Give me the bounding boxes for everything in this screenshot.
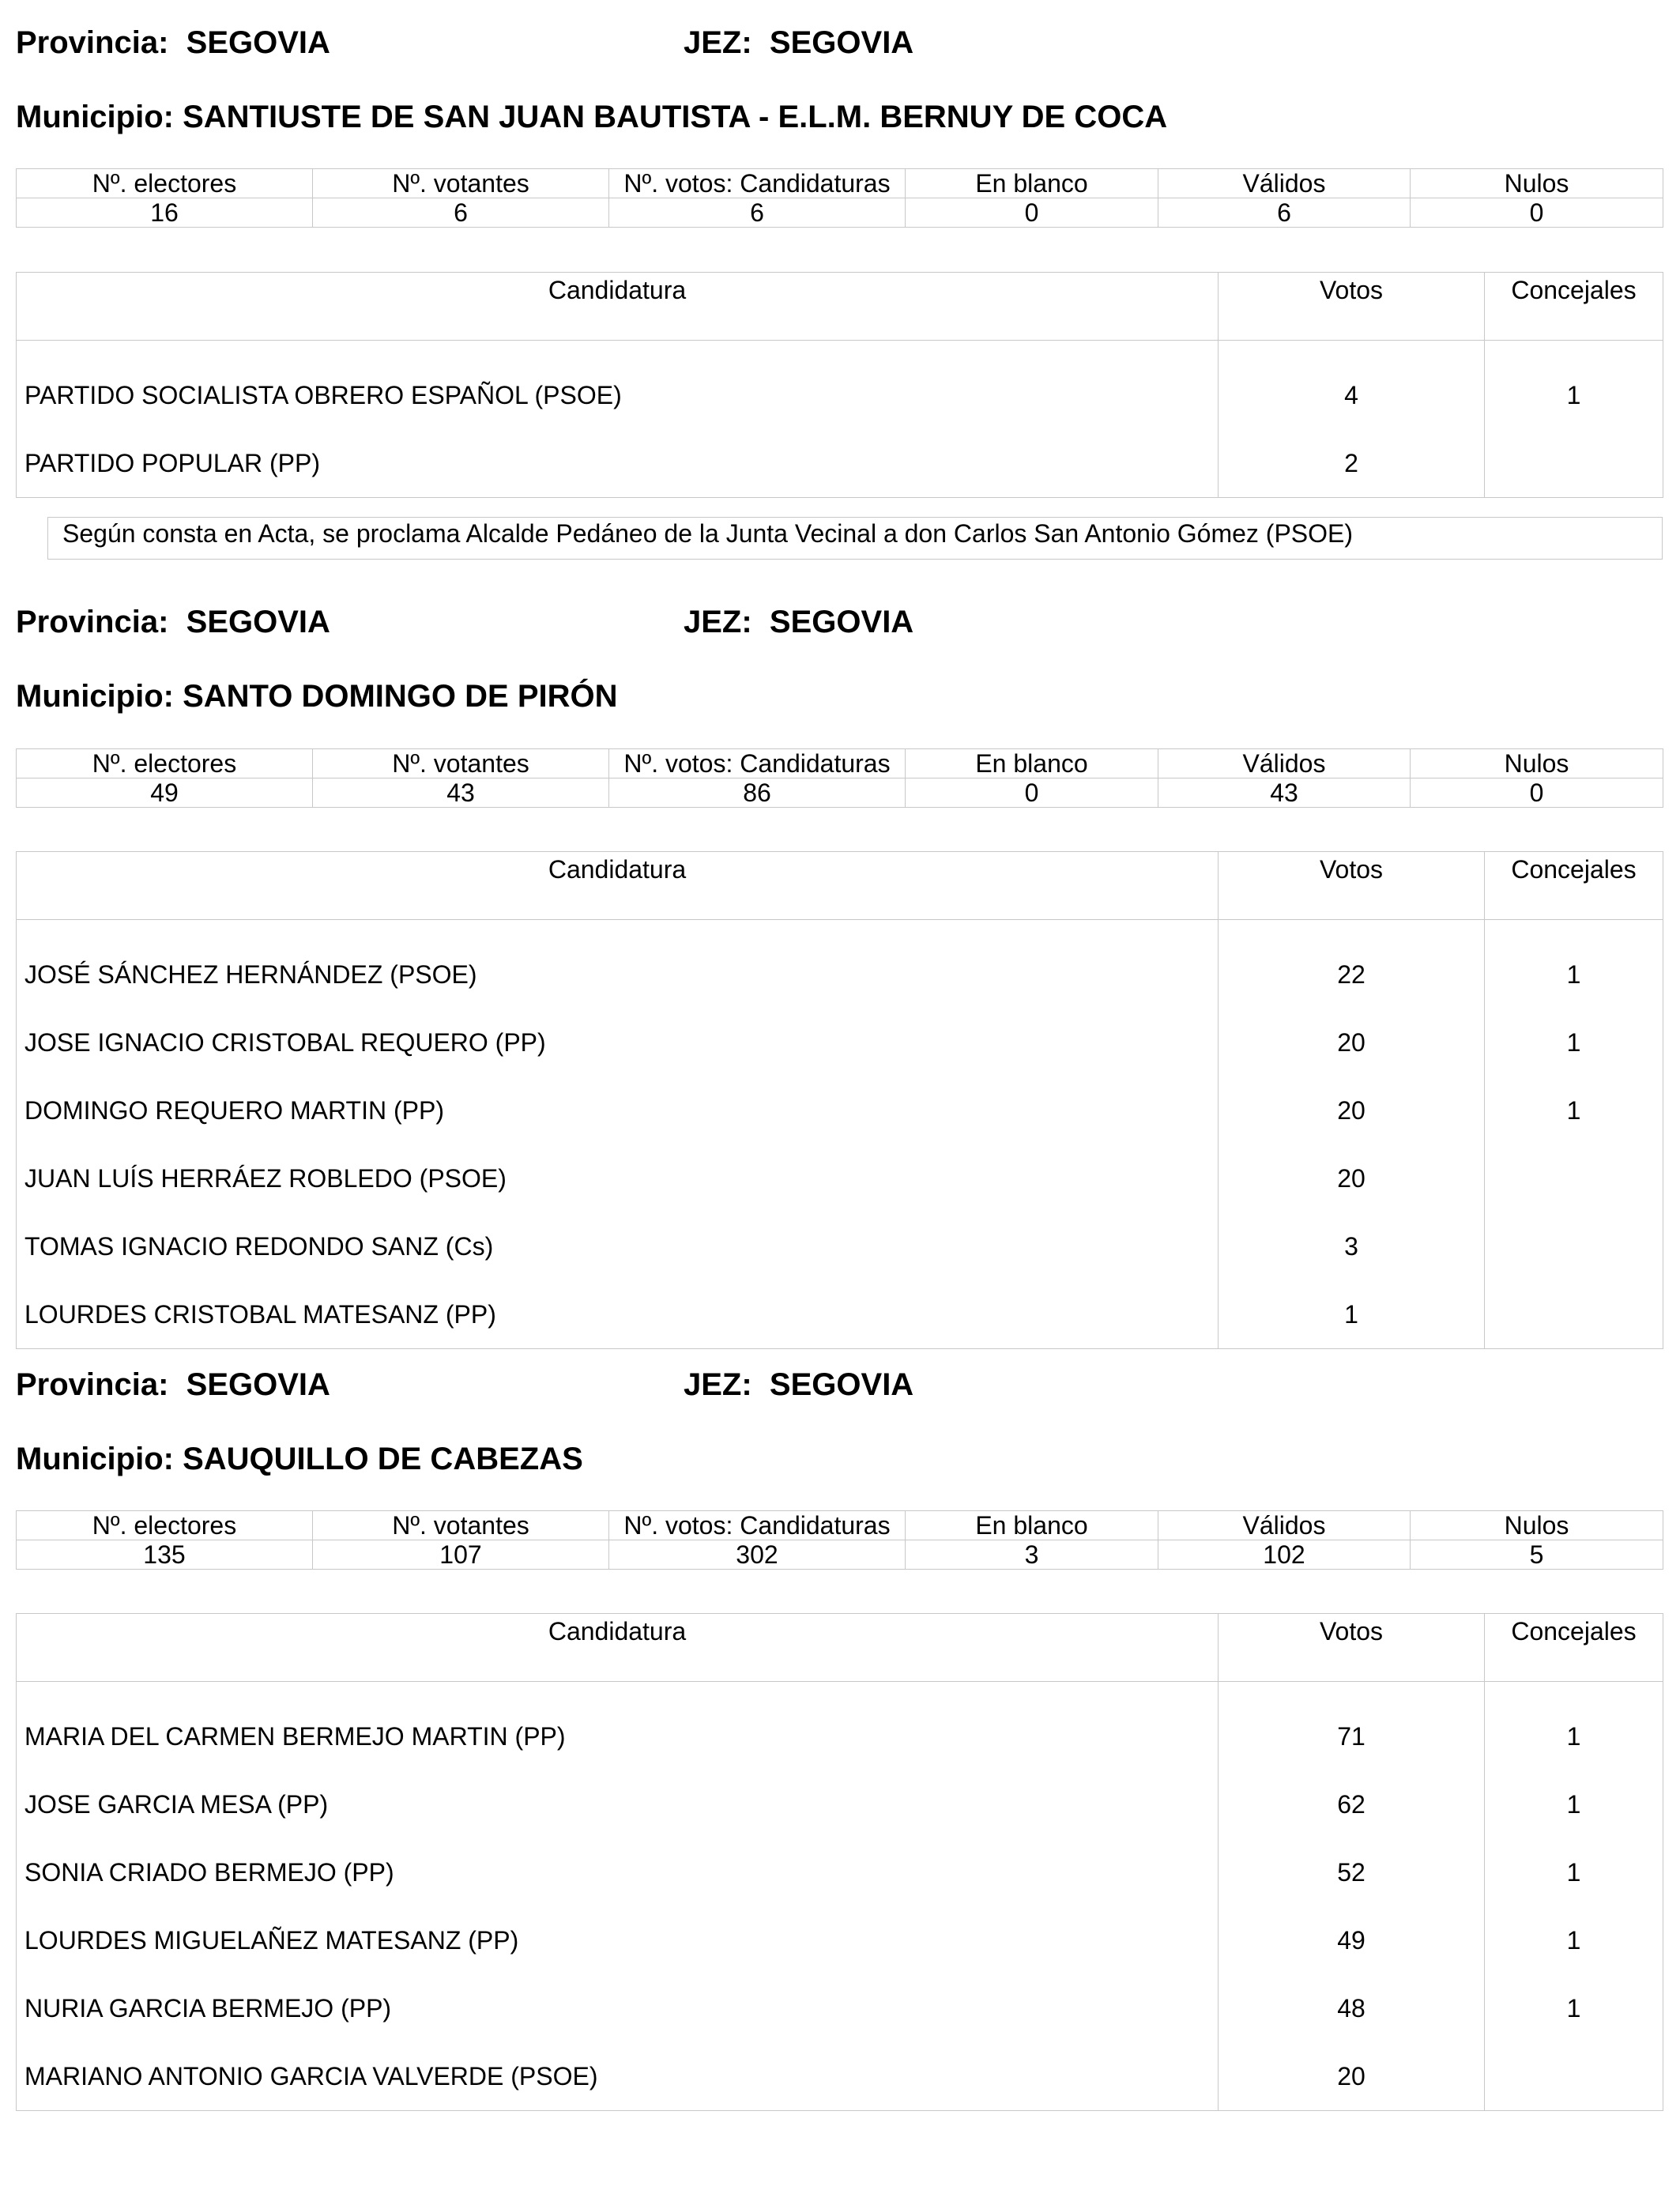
concejales-header: Concejales <box>1485 273 1663 341</box>
stats-value: 0 <box>1411 778 1663 808</box>
candidate-row <box>17 941 1663 1008</box>
stats-value: 6 <box>609 198 906 228</box>
candidate-votos: 71 <box>1219 1702 1485 1770</box>
stats-value-row <box>17 1540 1663 1570</box>
candidate-name: MARIA DEL CARMEN BERMEJO MARTIN (PP) <box>17 1702 1219 1770</box>
candidate-votos: 20 <box>1219 1076 1485 1144</box>
candidate-row <box>17 1838 1663 1906</box>
candidate-concejales: 1 <box>1485 1008 1663 1076</box>
candidate-row <box>17 1906 1663 1974</box>
stats-value: 43 <box>313 778 609 808</box>
candidates-table <box>16 851 1663 1349</box>
candidate-name: PARTIDO POPULAR (PP) <box>17 429 1219 498</box>
candidate-concejales <box>1485 429 1663 498</box>
provincia-header <box>16 605 914 640</box>
candidates-header-row <box>17 273 1663 341</box>
stats-header-row <box>17 749 1663 778</box>
candidate-row <box>17 1076 1663 1144</box>
stats-header: Nº. electores <box>17 1511 313 1540</box>
candidates-table <box>16 1613 1663 2111</box>
stats-table <box>16 1510 1663 1570</box>
candidate-votos: 3 <box>1219 1212 1485 1280</box>
candidate-row <box>17 1212 1663 1280</box>
candidate-concejales: 1 <box>1485 1770 1663 1838</box>
municipio-title <box>16 679 618 714</box>
candidate-name: DOMINGO REQUERO MARTIN (PP) <box>17 1076 1219 1144</box>
candidate-concejales <box>1485 2042 1663 2111</box>
municipio-title <box>16 100 1167 135</box>
stats-header: Válidos <box>1158 169 1411 198</box>
candidate-votos: 20 <box>1219 1144 1485 1212</box>
stats-value: 0 <box>906 778 1158 808</box>
provincia-label: Provincia: <box>16 1367 169 1402</box>
candidate-name: LOURDES MIGUELAÑEZ MATESANZ (PP) <box>17 1906 1219 1974</box>
candidate-name: LOURDES CRISTOBAL MATESANZ (PP) <box>17 1280 1219 1349</box>
proclamation-note: Según consta en Acta, se proclama Alcalde Pedáneo de la Junta Vecinal a don Carlos San Antonio Gómez (PSOE) <box>47 517 1663 560</box>
candidate-name: JUAN LUÍS HERRÁEZ ROBLEDO (PSOE) <box>17 1144 1219 1212</box>
candidate-name: PARTIDO SOCIALISTA OBRERO ESPAÑOL (PSOE) <box>17 361 1219 429</box>
candidate-concejales: 1 <box>1485 1838 1663 1906</box>
candidate-votos: 4 <box>1219 361 1485 429</box>
jez-header <box>684 25 913 61</box>
candidate-concejales <box>1485 1144 1663 1212</box>
candidate-votos: 2 <box>1219 429 1485 498</box>
candidate-name: NURIA GARCIA BERMEJO (PP) <box>17 1974 1219 2042</box>
stats-header: Válidos <box>1158 1511 1411 1540</box>
stats-value-row <box>17 778 1663 808</box>
stats-value: 302 <box>609 1540 906 1570</box>
stats-header: Nulos <box>1411 169 1663 198</box>
stats-header: En blanco <box>906 749 1158 778</box>
candidate-name: SONIA CRIADO BERMEJO (PP) <box>17 1838 1219 1906</box>
candidate-name: TOMAS IGNACIO REDONDO SANZ (Cs) <box>17 1212 1219 1280</box>
candidatura-header: Candidatura <box>17 852 1219 920</box>
candidate-name: MARIANO ANTONIO GARCIA VALVERDE (PSOE) <box>17 2042 1219 2111</box>
provincia-value: SEGOVIA <box>186 25 330 60</box>
concejales-header: Concejales <box>1485 1614 1663 1682</box>
stats-header: Nº. votantes <box>313 169 609 198</box>
stats-value: 135 <box>17 1540 313 1570</box>
provincia-header <box>16 25 914 61</box>
candidate-votos: 20 <box>1219 1008 1485 1076</box>
stats-value: 0 <box>1411 198 1663 228</box>
jez-label: JEZ: <box>684 25 752 60</box>
municipio-value: SANTO DOMINGO DE PIRÓN <box>183 679 618 714</box>
stats-value: 6 <box>313 198 609 228</box>
candidate-row <box>17 361 1663 429</box>
provincia-header <box>16 1367 914 1403</box>
stats-table <box>16 168 1663 228</box>
jez-header <box>684 1367 913 1403</box>
votos-header: Votos <box>1219 852 1485 920</box>
provincia-value: SEGOVIA <box>186 605 330 639</box>
stats-value: 6 <box>1158 198 1411 228</box>
candidate-votos: 62 <box>1219 1770 1485 1838</box>
candidatura-header: Candidatura <box>17 1614 1219 1682</box>
candidate-name: JOSE IGNACIO CRISTOBAL REQUERO (PP) <box>17 1008 1219 1076</box>
stats-header-row <box>17 1511 1663 1540</box>
municipio-value: SANTIUSTE DE SAN JUAN BAUTISTA - E.L.M. BERNUY DE COCA <box>183 100 1168 134</box>
candidate-row <box>17 2042 1663 2111</box>
candidate-concejales: 1 <box>1485 1906 1663 1974</box>
stats-value: 5 <box>1411 1540 1663 1570</box>
candidate-votos: 1 <box>1219 1280 1485 1349</box>
candidate-row <box>17 1974 1663 2042</box>
stats-header: Nº. votos: Candidaturas <box>609 749 906 778</box>
stats-value: 43 <box>1158 778 1411 808</box>
candidatura-header: Candidatura <box>17 273 1219 341</box>
stats-table <box>16 748 1663 808</box>
stats-header: Nulos <box>1411 749 1663 778</box>
jez-header <box>684 605 913 640</box>
candidate-concejales <box>1485 1212 1663 1280</box>
stats-header-row <box>17 169 1663 198</box>
stats-value: 0 <box>906 198 1158 228</box>
candidates-header-row <box>17 1614 1663 1682</box>
municipio-label: Municipio: <box>16 1442 174 1476</box>
votos-header: Votos <box>1219 273 1485 341</box>
candidate-votos: 48 <box>1219 1974 1485 2042</box>
jez-label: JEZ: <box>684 605 752 639</box>
candidate-concejales: 1 <box>1485 361 1663 429</box>
stats-value: 3 <box>906 1540 1158 1570</box>
stats-header: Nº. votos: Candidaturas <box>609 1511 906 1540</box>
stats-header: Nulos <box>1411 1511 1663 1540</box>
candidate-row <box>17 1280 1663 1349</box>
candidate-row <box>17 429 1663 498</box>
stats-header: Nº. votantes <box>313 1511 609 1540</box>
candidate-votos: 22 <box>1219 941 1485 1008</box>
concejales-header: Concejales <box>1485 852 1663 920</box>
municipio-label: Municipio: <box>16 100 174 134</box>
candidate-votos: 20 <box>1219 2042 1485 2111</box>
stats-value: 102 <box>1158 1540 1411 1570</box>
stats-value-row <box>17 198 1663 228</box>
stats-header: Nº. votos: Candidaturas <box>609 169 906 198</box>
stats-header: En blanco <box>906 169 1158 198</box>
candidate-votos: 49 <box>1219 1906 1485 1974</box>
jez-label: JEZ: <box>684 1367 752 1402</box>
candidates-table <box>16 272 1663 498</box>
candidate-concejales: 1 <box>1485 1974 1663 2042</box>
stats-value: 86 <box>609 778 906 808</box>
jez-value: SEGOVIA <box>769 1367 914 1402</box>
jez-value: SEGOVIA <box>769 605 914 639</box>
candidate-name: JOSE GARCIA MESA (PP) <box>17 1770 1219 1838</box>
stats-header: Nº. electores <box>17 749 313 778</box>
candidate-concejales: 1 <box>1485 1076 1663 1144</box>
candidate-row <box>17 1144 1663 1212</box>
votos-header: Votos <box>1219 1614 1485 1682</box>
candidate-row <box>17 1770 1663 1838</box>
provincia-value: SEGOVIA <box>186 1367 330 1402</box>
provincia-label: Provincia: <box>16 605 169 639</box>
candidate-name: JOSÉ SÁNCHEZ HERNÁNDEZ (PSOE) <box>17 941 1219 1008</box>
municipio-value: SAUQUILLO DE CABEZAS <box>183 1442 583 1476</box>
candidate-concejales: 1 <box>1485 1702 1663 1770</box>
candidate-votos: 52 <box>1219 1838 1485 1906</box>
stats-value: 49 <box>17 778 313 808</box>
municipio-title <box>16 1442 583 1477</box>
candidate-concejales: 1 <box>1485 941 1663 1008</box>
provincia-label: Provincia: <box>16 25 169 60</box>
stats-value: 107 <box>313 1540 609 1570</box>
municipio-label: Municipio: <box>16 679 174 714</box>
stats-header: Válidos <box>1158 749 1411 778</box>
stats-header: Nº. votantes <box>313 749 609 778</box>
stats-header: En blanco <box>906 1511 1158 1540</box>
candidate-row <box>17 1008 1663 1076</box>
candidate-row <box>17 1702 1663 1770</box>
stats-header: Nº. electores <box>17 169 313 198</box>
candidates-header-row <box>17 852 1663 920</box>
jez-value: SEGOVIA <box>769 25 914 60</box>
candidate-concejales <box>1485 1280 1663 1349</box>
stats-value: 16 <box>17 198 313 228</box>
